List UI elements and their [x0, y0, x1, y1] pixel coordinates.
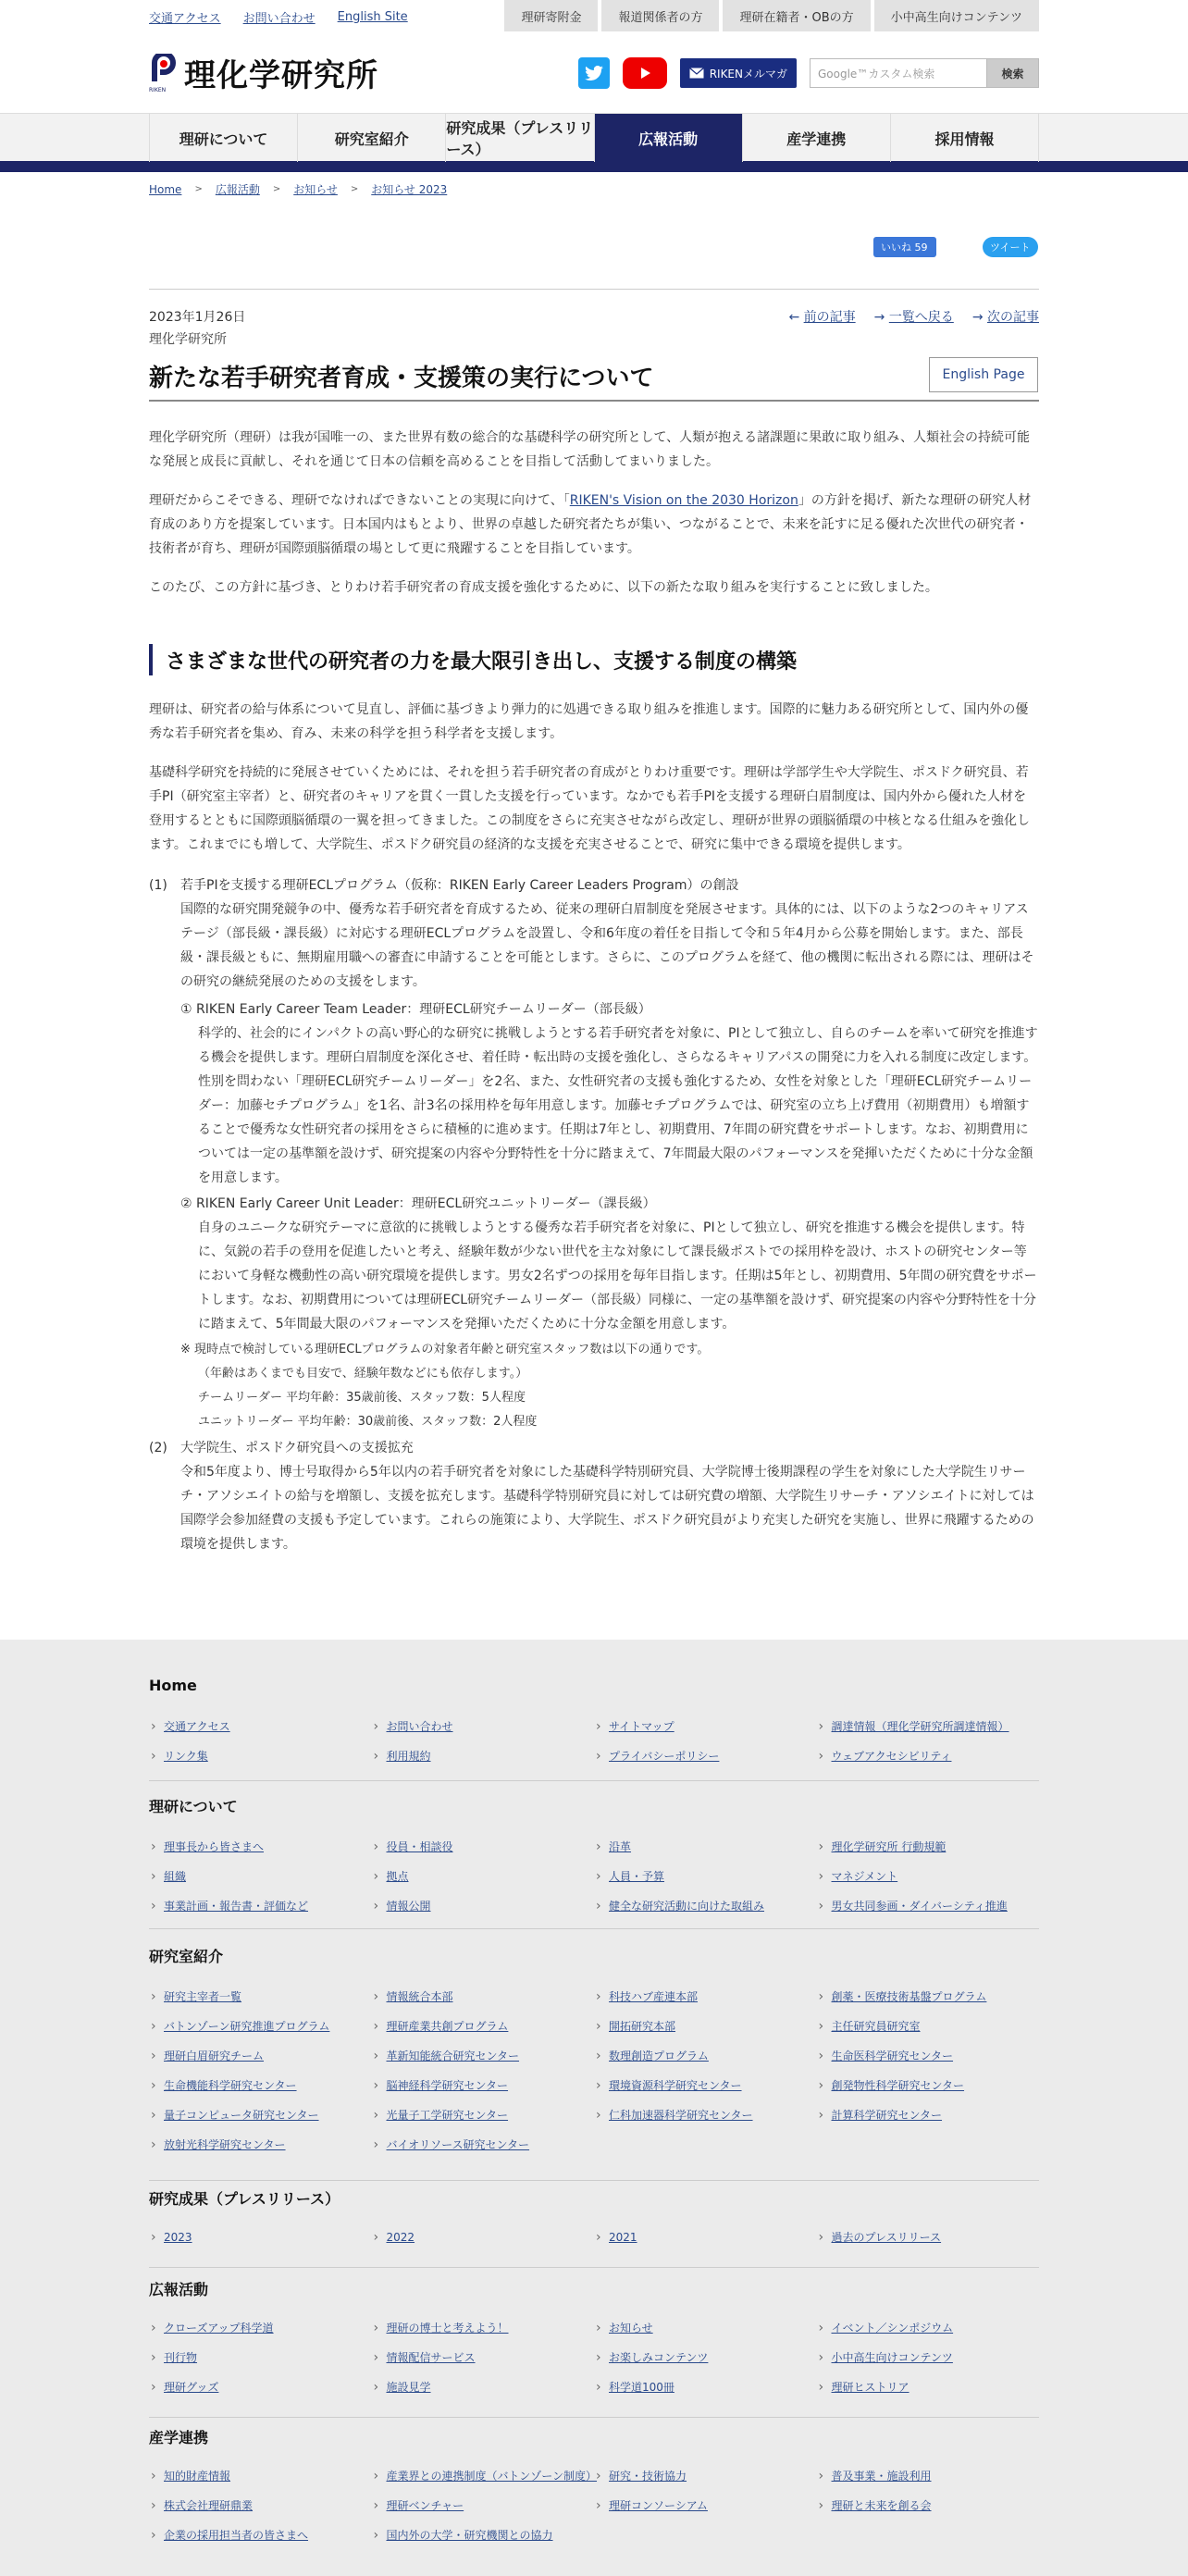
next-article-link[interactable]: 次の記事	[987, 310, 1039, 325]
footer-link[interactable]: › 情報配信サービス	[372, 2347, 595, 2369]
riken-logo-icon	[149, 54, 177, 93]
nav-labs[interactable]: 研究室紹介	[297, 114, 445, 162]
footer-link[interactable]: › 交通アクセス	[149, 1715, 372, 1738]
footer-link[interactable]: › 2021	[594, 2226, 817, 2248]
footer-link[interactable]: › 男女共同参画・ダイバーシティ推進	[817, 1895, 1040, 1917]
item1-title: 若手PIを支援する理研ECLプログラム（仮称：RIKEN Early Career Leaders Program）の創設	[180, 878, 739, 893]
footer-link[interactable]: › 理研の博士と考えよう！	[372, 2317, 595, 2339]
article-nav	[788, 307, 1039, 326]
sub2-title: ② RIKEN Early Career Unit Leader：理研ECL研究ユニットリーダー（課長級）	[180, 1196, 656, 1211]
footer-link[interactable]: › 拠点	[372, 1865, 595, 1888]
nav-underline	[0, 161, 1188, 172]
crumb-separator-icon: >	[194, 184, 203, 194]
footer-link[interactable]: › 生命医科学研究センター	[817, 2045, 1040, 2067]
footer-link[interactable]: › マネジメント	[817, 1865, 1040, 1888]
access-link[interactable]: 交通アクセス	[149, 11, 221, 26]
footer-link[interactable]: › 調達情報（理化学研究所調達情報）	[817, 1715, 1040, 1738]
riken-logo[interactable]	[149, 50, 378, 95]
footer-link[interactable]: › 情報統合本部	[372, 1986, 595, 2008]
back-to-list-link[interactable]: 一覧へ戻る	[888, 310, 954, 325]
sub1-title: ① RIKEN Early Career Team Leader：理研ECL研究チームリーダー（部長級）	[180, 1002, 651, 1017]
search-button[interactable]: 検索	[987, 58, 1039, 88]
section-heading: さまざまな世代の研究者の力を最大限引き出し、支援する制度の構築	[149, 644, 1039, 675]
footer-link[interactable]: › 脳神経科学研究センター	[372, 2074, 595, 2097]
crumb-separator-icon: >	[272, 184, 281, 194]
footer-link[interactable]: › 研究・技術協力	[594, 2465, 817, 2487]
note-line4: ユニットリーダー 平均年齢：30歳前後、スタッフ数：2人程度	[198, 1415, 538, 1429]
footer-link[interactable]: › 計算科学研究センター	[817, 2104, 1040, 2126]
vision-link[interactable]: RIKEN's Vision on the 2030 Horizon	[569, 493, 798, 508]
footer-link[interactable]: › 科学道100冊	[594, 2376, 817, 2398]
article-date: 2023年1月26日	[149, 310, 246, 325]
english-page-button[interactable]: English Page	[929, 357, 1038, 392]
footer-link[interactable]: › 理研白眉研究チーム	[149, 2045, 372, 2067]
footer-link[interactable]: › お知らせ	[594, 2317, 817, 2339]
site-header	[0, 33, 1188, 113]
footer-link[interactable]: › 仁科加速器科学研究センター	[594, 2104, 817, 2126]
item2-body: 令和5年度より、博士号取得から5年以内の若手研究者を対象にした基礎科学特別研究員、大学院博士後期課程の学生を対象にした大学院生リサーチ・アソシエイトの給与を増額し、支援を拡充します。基礎科学特別研究員に対しては研究費の増額、大学院生リサーチ・アソシエイトに対しては国際学会参加経費の支援も予定しています。これらの施策により、大学院生、ポスドク研究員がより充実した研究を実施し、世界に飛躍するための環境を提供します。	[180, 1465, 1034, 1552]
prev-icon: ←	[788, 310, 804, 325]
title-divider	[149, 400, 1039, 402]
footer-link[interactable]: › 放射光科学研究センター	[149, 2134, 372, 2156]
twitter-icon[interactable]	[578, 57, 610, 89]
nav-about[interactable]: 理研について	[149, 114, 297, 162]
footer-link[interactable]: › 量子コンピュータ研究センター	[149, 2104, 372, 2126]
footer-divider	[149, 2267, 1039, 2268]
tab-press[interactable]: 報道関係者の方	[601, 0, 719, 31]
support-paragraph: 基礎科学研究を持続的に発展させていくためには、それを担う若手研究者の育成がとりわけ重要です。理研は学部学生や大学院生、ポスドク研究員、若手PI（研究室主宰者）と、研究者のキャリアを貫く一貫した支援を行っています。なかでも若手PIを支援する理研白眉制度は、国内外から優れた人材を登用するとともに国際頭脳循環の一翼を担ってきました。この制度をさらに充実させながら改定し、理研が世界の頭脳循環の中核となる仕組みを強化します。これまでにも増して、大学院生、ポスドク研究員の経済的な支援を充実させることで、研究に集中できる環境を提供します。	[149, 765, 1030, 852]
footer-link[interactable]: › 創薬・医療技術基盤プログラム	[817, 1986, 1040, 2008]
list-icon: →	[873, 310, 889, 325]
footer-link[interactable]: › 組織	[149, 1865, 372, 1888]
footer-link[interactable]: › 2023	[149, 2226, 372, 2248]
footer-divider	[149, 2180, 1039, 2181]
footer-link[interactable]: › 理研ベンチャー	[372, 2495, 595, 2517]
footer-link[interactable]: › 生命機能科学研究センター	[149, 2074, 372, 2097]
site-name: 理化学研究所	[184, 57, 378, 94]
footer-divider	[149, 1780, 1039, 1781]
footer-link[interactable]: › 革新知能統合研究センター	[372, 2045, 595, 2067]
footer-outreach-links	[149, 2317, 1039, 2398]
salary-paragraph: 理研は、研究者の給与体系について見直し、評価に基づきより弾力的に処遇できる取り組みを推進します。国際的に魅力ある研究所として、国内外の優秀な若手研究者を集め、育み、未来の科学を担う科学者を支援します。	[149, 702, 1029, 741]
footer-link[interactable]: › 小中高生向けコンテンツ	[817, 2347, 1040, 2369]
footer-about-links	[149, 1836, 1039, 1917]
footer-link[interactable]: › 知的財産情報	[149, 2465, 372, 2487]
english-site-link[interactable]: English Site	[337, 9, 408, 24]
contact-link[interactable]: お問い合わせ	[242, 11, 316, 26]
item2-title: 大学院生、ポスドク研究員への支援拡充	[180, 1441, 414, 1455]
nav-research[interactable]: 研究成果（プレスリリース）	[445, 114, 593, 162]
youtube-icon[interactable]	[623, 57, 667, 89]
mail-icon	[689, 68, 704, 79]
audience-tabs	[504, 0, 1039, 31]
footer-link[interactable]: › クローズアップ科学道	[149, 2317, 372, 2339]
footer-link[interactable]: › お問い合わせ	[372, 1715, 595, 1738]
footer-link[interactable]: › 光量子工学研究センター	[372, 2104, 595, 2126]
footer-link[interactable]: › 健全な研究活動に向けた取組み	[594, 1895, 817, 1917]
breadcrumb	[149, 181, 447, 197]
tweet-button[interactable]: ツイート	[983, 237, 1038, 257]
footer-link[interactable]: › リンク集	[149, 1745, 372, 1767]
action-paragraph: このたび、この方針に基づき、とりわけ若手研究者の育成支援を強化するために、以下の新たな取り組みを実行することに致しました。	[149, 580, 938, 595]
utility-bar	[0, 0, 1188, 33]
footer-link[interactable]: › 研究主宰者一覧	[149, 1986, 372, 2008]
footer-link[interactable]: › 施設見学	[372, 2376, 595, 2398]
footer-link[interactable]: › 理事長から皆さまへ	[149, 1836, 372, 1858]
footer-link[interactable]: › ウェブアクセシビリティ	[817, 1745, 1040, 1767]
footer-link[interactable]: › 理研ヒストリア	[817, 2376, 1040, 2398]
footer-link[interactable]: › 数理創造プログラム	[594, 2045, 817, 2067]
footer-industry-heading[interactable]: 産学連携	[149, 2429, 209, 2446]
footer-research-links	[149, 2226, 1039, 2248]
crumb-news-2023[interactable]: お知らせ 2023	[371, 183, 448, 196]
newsletter-button[interactable]	[680, 58, 797, 88]
sub2-body: 自身のユニークな研究テーマに意欲的に挑戦しようとする優秀な若手研究者を対象に、PIとして独立し、研究を推進する機会を提供します。特に、気鋭の若手の登用を促進したいと考え、経験年数が少ない世代を主な対象にして課長級ポストでの採用枠を設け、ホストの研究センター等において身軽な機動性の高い研究環境を提供します。男女2名ずつの採用を毎年目指します。任期は5年とし、初期費用、5年間の研究費をサポートします。なお、初期費用については理研ECL研究チームリーダー（部長級）同様に、一定の基準額を設けず、研究提案の内容や分野特性を十分に踏まえて、5年間最大限のパフォーマンスを発揮いただくために十分な金額を用意します。	[198, 1220, 1037, 1331]
footer-link[interactable]: › 国内外の大学・研究機関との協力	[372, 2524, 595, 2546]
note-line2: （年齢はあくまでも目安で、経験年数などにも依存します。）	[198, 1367, 528, 1381]
footer-link[interactable]: › 利用規約	[372, 1745, 595, 1767]
footer-home-link[interactable]: Home	[149, 1677, 197, 1694]
crumb-separator-icon: >	[350, 184, 359, 194]
footer-link[interactable]: › 理化学研究所 行動規範	[817, 1836, 1040, 1858]
global-nav	[0, 113, 1188, 161]
utility-links	[149, 0, 408, 33]
search-input[interactable]: Google™カスタム検索	[810, 58, 987, 88]
tab-students[interactable]: 小中高生向けコンテンツ	[874, 0, 1039, 31]
footer-link[interactable]: › イベント／シンポジウム	[817, 2317, 1040, 2339]
footer-link[interactable]: › 主任研究員研究室	[817, 2015, 1040, 2037]
crumb-news[interactable]: お知らせ	[293, 183, 338, 196]
header-tools	[578, 57, 1039, 89]
footer-divider	[149, 1928, 1039, 1929]
intro-paragraph: 理化学研究所（理研）は我が国唯一の、また世界有数の総合的な基礎科学の研究所として、人類が抱える諸課題に果敢に取り組み、人類社会の持続可能な発展と成長に貢献し、それを通じて日本の信頼を高めることを目指して活動してまいりました。	[149, 430, 1030, 469]
footer-link[interactable]: › プライバシーポリシー	[594, 1745, 817, 1767]
nav-industry[interactable]: 産学連携	[742, 114, 890, 162]
svg-text:RIKEN: RIKEN	[149, 86, 167, 93]
page-title: 新たな若手研究者育成・支援策の実行について	[149, 365, 654, 392]
footer-link[interactable]: › 刊行物	[149, 2347, 372, 2369]
footer-link[interactable]: › 事業計画・報告書・評価など	[149, 1895, 372, 1917]
newsletter-label: RIKENメルマガ	[709, 67, 787, 80]
footer-about-heading[interactable]: 理研について	[149, 1798, 238, 1815]
footer-link[interactable]: › 沿革	[594, 1836, 817, 1858]
crumb-outreach[interactable]: 広報活動	[215, 183, 260, 196]
sub1-body: 科学的、社会的にインパクトの高い野心的な研究に挑戦しようとする若手研究者を対象に、PIとして独立し、自らのチームを率いて研究を推進する機会を提供します。理研白眉制度を深化させ、着任時・転出時の支援を強化し、さらなるキャリアパスの開発に力を入れる制度に改定します。性別を問わない「理研ECL研究チームリーダー」を2名、また、女性研究者の支援も強化するため、女性を対象とした「理研ECL研究チームリーダー：加藤セチプログラム」を1名、計3名の採用枠を毎年用意します。加藤セチプログラムでは、研究室の立ち上げ費用（初期費用）も増額することで優秀な女性研究者の採用をさらに積極的に進めます。任期は7年とし、初期費用、7年間の研究費をサポートします。なお、初期費用については一定の基準額を設けず、研究提案の内容や分野特性を十分に踏まえて、7年間最大限のパフォーマンスを発揮いただくために十分な金額を用意します。	[198, 1026, 1038, 1185]
facebook-like-button[interactable]: いいね 59	[873, 237, 936, 257]
prev-article-link[interactable]: 前の記事	[803, 310, 856, 325]
footer-link[interactable]: › 開拓研究本部	[594, 2015, 817, 2037]
item2-number: (2)	[149, 1441, 167, 1455]
search-box	[810, 58, 1039, 88]
divider	[149, 289, 1039, 290]
footer-industry-links	[149, 2465, 1039, 2546]
footer-link[interactable]: › 環境資源科学研究センター	[594, 2074, 817, 2097]
footer-link[interactable]: › 創発物性科学研究センター	[817, 2074, 1040, 2097]
footer-link[interactable]: › 人員・予算	[594, 1865, 817, 1888]
footer-link[interactable]: › バトンゾーン研究推進プログラム	[149, 2015, 372, 2037]
footer-link[interactable]: › 理研産業共創プログラム	[372, 2015, 595, 2037]
footer-home-links	[149, 1715, 1039, 1767]
footer-link[interactable]: › 過去のプレスリリース	[817, 2226, 1040, 2248]
tab-alumni[interactable]: 理研在籍者・OBの方	[723, 0, 870, 31]
note-line3: チームリーダー 平均年齢：35歳前後、スタッフ数：5人程度	[198, 1391, 526, 1405]
item1-body: 国際的な研究開発競争の中、優秀な若手研究者を育成するため、従来の理研白眉制度を発展させます。具体的には、以下のような2つのキャリアステージ（部長級・課長級）に対応する理研ECLプログラムを設置し、令和6年度の着任を目指して令和５年4月から公募を開始します。また、部長級・課長級ともに、無期雇用職への審査に申請することを可能とします。さらに、このプログラムを経て、他の機関に転出される際には、理研はその研究の継続発展のための支援をします。	[180, 902, 1034, 989]
next-icon: →	[971, 310, 987, 325]
footer-link[interactable]: › 企業の採用担当者の皆さまへ	[149, 2524, 372, 2546]
footer-link[interactable]: › サイトマップ	[594, 1715, 817, 1738]
footer-link[interactable]: › 理研コンソーシアム	[594, 2495, 817, 2517]
note-line1: ※ 現時点で検討している理研ECLプログラムの対象者年齢と研究室スタッフ数は以下の通りです。	[180, 1343, 710, 1356]
footer-link[interactable]: › 普及事業・施設利用	[817, 2465, 1040, 2487]
footer-link[interactable]: › お楽しみコンテンツ	[594, 2347, 817, 2369]
footer-link[interactable]: › 科技ハブ産連本部	[594, 1986, 817, 2008]
footer-link[interactable]: › 株式会社理研鼎業	[149, 2495, 372, 2517]
footer-outreach-heading[interactable]: 広報活動	[149, 2281, 209, 2298]
footer-link[interactable]: › 理研と未来を創る会	[817, 2495, 1040, 2517]
nav-careers[interactable]: 採用情報	[890, 114, 1039, 162]
footer-link[interactable]: › 役員・相談役	[372, 1836, 595, 1858]
footer-link[interactable]: › バイオリソース研究センター	[372, 2134, 595, 2156]
footer-link[interactable]: › 産業界との連携制度（バトンゾーン制度）	[372, 2465, 595, 2487]
item1-number: (1)	[149, 878, 167, 893]
footer-link[interactable]: › 情報公開	[372, 1895, 595, 1917]
footer-labs-links	[149, 1986, 1039, 2156]
article-org: 理化学研究所	[149, 332, 227, 347]
vision-paragraph: 理研だからこそできる、理研でなければできないことの実現に向けて、「RIKEN's Vision on the 2030 Horizon」の方針を掲げ、新たな理研の研究人材育成のあり方を提案しています。日本国内はもとより、世界の卓越した研究者たちが集い、つながることで、未来を託すに足る優れた次世代の研究者・技術者が育ち、理研が国際頭脳循環の場として更に飛躍することを目指しています。	[149, 493, 1032, 556]
footer-research-heading[interactable]: 研究成果（プレスリリース）	[149, 2190, 340, 2208]
nav-outreach[interactable]: 広報活動	[594, 114, 742, 162]
tab-donation[interactable]: 理研寄附金	[504, 0, 598, 31]
footer-labs-heading[interactable]: 研究室紹介	[149, 1948, 224, 1965]
footer-link[interactable]: › 2022	[372, 2226, 595, 2248]
crumb-home[interactable]: Home	[149, 182, 182, 196]
footer-divider	[149, 2417, 1039, 2418]
footer-link[interactable]: › 理研グッズ	[149, 2376, 372, 2398]
